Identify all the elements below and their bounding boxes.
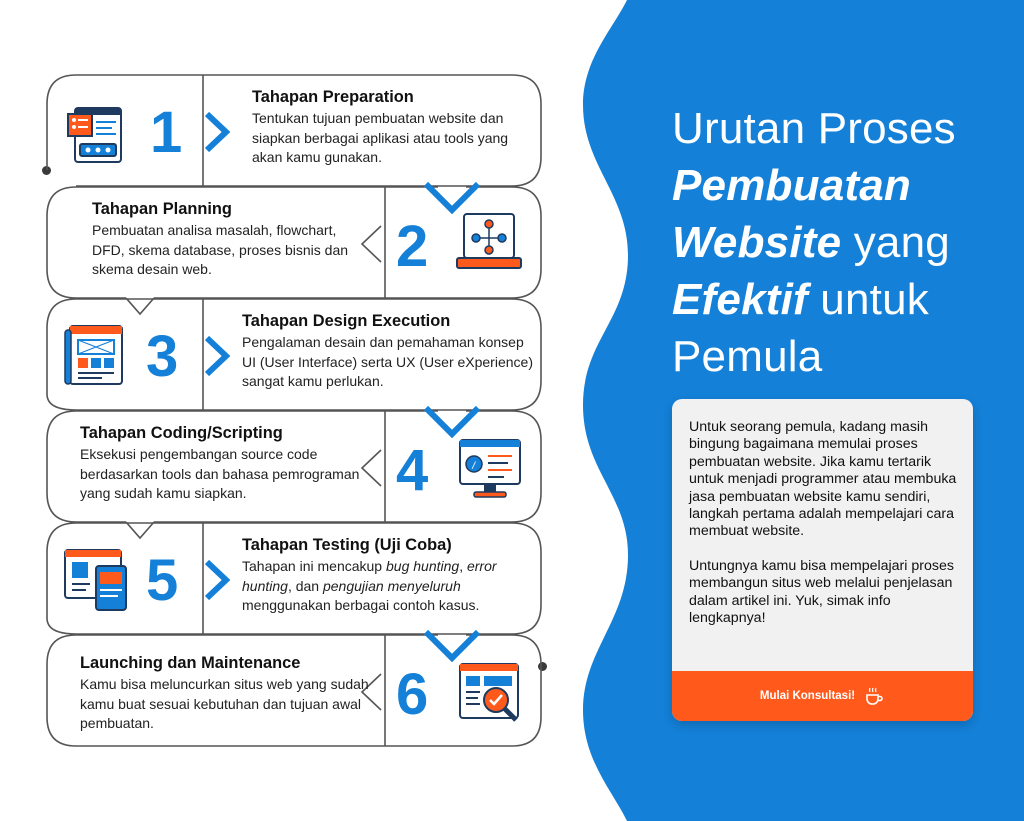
design-wireframe-icon xyxy=(62,322,130,390)
svg-text:/: / xyxy=(471,461,477,471)
step-description: Tahapan ini mencakup bug hunting, error hunting, dan pengujian menyeluruh menggunakan berbagai contoh kasus. xyxy=(242,558,497,613)
code-monitor-icon xyxy=(456,436,524,502)
step-heading: Tahapan Preparation xyxy=(252,88,414,106)
step-number: 4 xyxy=(396,438,429,503)
step-1 xyxy=(46,74,542,187)
step-heading: Tahapan Planning xyxy=(92,200,232,218)
consultation-button-label: Mulai Konsultasi! xyxy=(759,690,856,702)
responsive-devices-icon xyxy=(62,544,132,614)
laptop-flowchart-icon xyxy=(454,210,524,276)
step-heading: Tahapan Design Execution xyxy=(242,312,451,330)
step-4 xyxy=(46,410,542,523)
page-title: Urutan Proses Pembuatan Website yang Efektif untuk Pemula xyxy=(672,104,956,381)
step-description: Tentukan tujuan pembuatan website dan siapkan berbagai aplikasi atau tools yang akan kamu gunakan. xyxy=(252,110,509,165)
step-heading: Launching dan Maintenance xyxy=(80,654,301,672)
coffee-cup-icon xyxy=(863,686,885,706)
step-description: Pengalaman desain dan pemahaman konsep UI (User Interface) serta UX (User eXperience) sangat kamu perlukan. xyxy=(242,334,533,389)
step-2 xyxy=(46,186,542,299)
step-number: 2 xyxy=(396,214,429,279)
web-browser-icon xyxy=(66,100,128,164)
info-card xyxy=(672,399,973,721)
step-description: Kamu bisa meluncurkan situs web yang sudah kamu buat sesuai kebutuhan dan tujuan awal pembuatan. xyxy=(80,676,369,731)
step-6 xyxy=(46,634,542,747)
step-number: 6 xyxy=(396,662,429,727)
step-heading: Tahapan Testing (Uji Coba) xyxy=(242,536,452,554)
step-heading: Tahapan Coding/Scripting xyxy=(80,424,283,442)
step-number: 5 xyxy=(146,548,179,613)
step-description: Eksekusi pengembangan source code berdasarkan tools dan bahasa pemrograman yang sudah kamu siapkan. xyxy=(80,446,360,501)
card-paragraph-1: Untuk seorang pemula, kadang masih bingung bagaimana memulai proses pembuatan website. Jika kamu tertarik untuk menjadi programmer atau membuka jasa pembuatan website kamu sendiri, langkah pertama adalah mempelajari cara membuat website. xyxy=(689,419,957,540)
card-paragraph-2: Untungnya kamu bisa mempelajari proses membangun situs web melalui penjelasan dalam artikel ini. Yuk, simak info lengkapnya! xyxy=(689,557,954,627)
step-number: 1 xyxy=(150,100,183,165)
search-website-icon xyxy=(456,658,528,730)
step-description: Pembuatan analisa masalah, flowchart, DFD, skema database, proses bisnis dan skema desain web. xyxy=(92,222,349,277)
consultation-button[interactable] xyxy=(672,671,973,721)
step-number: 3 xyxy=(146,324,179,389)
step-3 xyxy=(46,298,542,411)
step-5 xyxy=(46,522,542,635)
